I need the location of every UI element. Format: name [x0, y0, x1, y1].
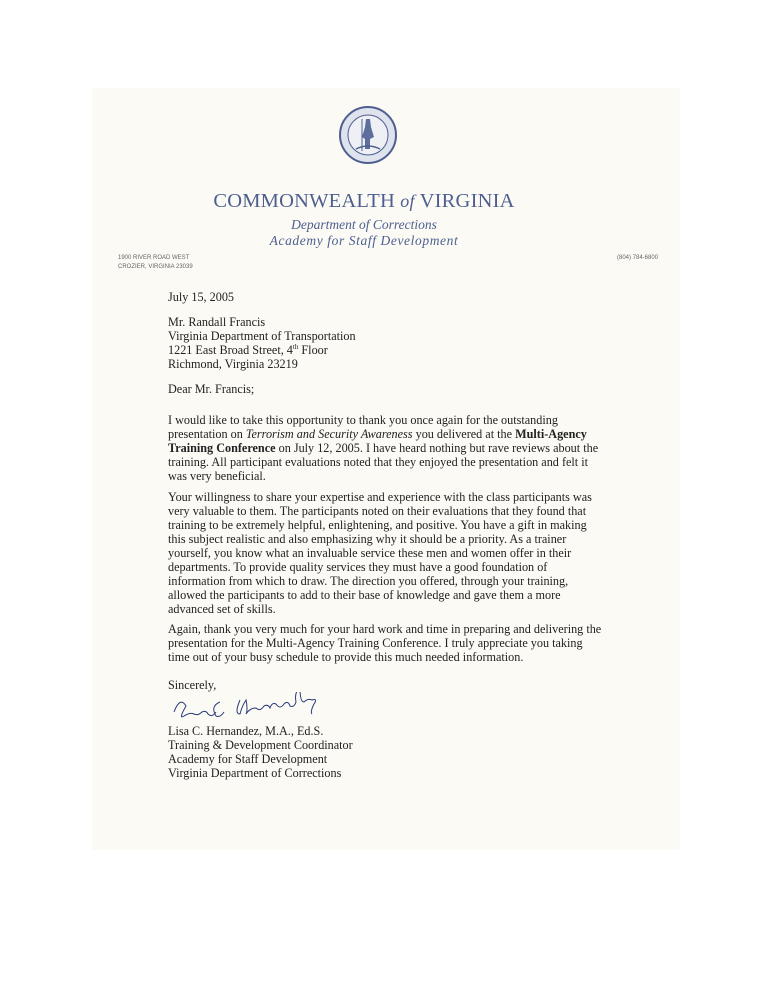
text-line: Again, thank you very much for your hard work and time in preparing and delivering the — [168, 622, 602, 636]
text-line: training to be extremely helpful, enlightening, and positive. You have a gift in making — [168, 518, 587, 532]
handwritten-signature — [170, 692, 350, 726]
letterhead-department: Department of Corrections — [291, 217, 437, 232]
letterhead-title: COMMONWEALTH of VIRGINIA — [213, 190, 515, 212]
sender-address — [118, 254, 193, 272]
signer-block — [168, 724, 353, 780]
salutation: Dear Mr. Francis; — [168, 382, 255, 396]
signer-unit: Academy for Staff Development — [168, 752, 328, 766]
text-line: advanced set of skills. — [168, 602, 276, 616]
signer-title: Training & Development Coordinator — [168, 738, 353, 752]
text-line: time out of your busy schedule to provide this much needed information. — [168, 650, 524, 664]
recipient-name: Mr. Randall Francis — [168, 315, 266, 329]
text-line: I would like to take this opportunity to thank you once again for the outstanding — [168, 413, 558, 427]
signer-department: Virginia Department of Corrections — [168, 766, 342, 780]
address-line: 1900 RIVER ROAD WEST — [118, 255, 190, 261]
text-line: this subject realistic and also emphasizing why it should be a priority. As a trainer — [168, 532, 567, 546]
recipient-org: Virginia Department of Transportation — [168, 329, 356, 343]
paragraph-2 — [168, 490, 592, 616]
text-line: presentation on Terrorism and Security Awareness you delivered at the Multi-Agency — [168, 427, 587, 441]
sender-phone: (804) 784-6800 — [617, 255, 659, 261]
text-line: yourself, you know what an invaluable service these men and women offer in their — [168, 546, 572, 560]
text-line: Training Conference on July 12, 2005. I have heard nothing but rave reviews about the — [168, 441, 599, 455]
closing: Sincerely, — [168, 678, 217, 692]
recipient-address — [168, 315, 356, 371]
recipient-city: Richmond, Virginia 23219 — [168, 357, 298, 371]
paragraph-3 — [168, 622, 601, 664]
letterhead-academy: Academy for Staff Development — [269, 233, 459, 248]
virginia-seal-logo — [338, 105, 398, 165]
text-line: departments. To provide quality services they must have a good foundation of — [168, 560, 548, 574]
letter-date: July 15, 2005 — [168, 290, 235, 304]
address-line: CROZIER, VIRGINIA 23039 — [118, 264, 193, 270]
recipient-street: 1221 East Broad Street, 4th Floor — [168, 342, 328, 357]
signer-name: Lisa C. Hernandez, M.A., Ed.S. — [168, 724, 324, 738]
text-line: very valuable to them. The participants noted on their evaluations that they found that — [168, 504, 587, 518]
text-line: presentation for the Multi-Agency Training Conference. I truly appreciate you taking — [168, 636, 583, 650]
text-line: training. All participant evaluations noted that they enjoyed the presentation and felt it — [168, 455, 589, 469]
paragraph-1 — [168, 413, 598, 483]
text-line: information from which to draw. The direction you offered, through your training, — [168, 574, 569, 588]
text-line: allowed the participants to add to their base of knowledge and gave them a more — [168, 588, 561, 602]
text-line: was very beneficial. — [168, 469, 266, 483]
text-line: Your willingness to share your expertise and experience with the class participants was — [168, 490, 592, 504]
